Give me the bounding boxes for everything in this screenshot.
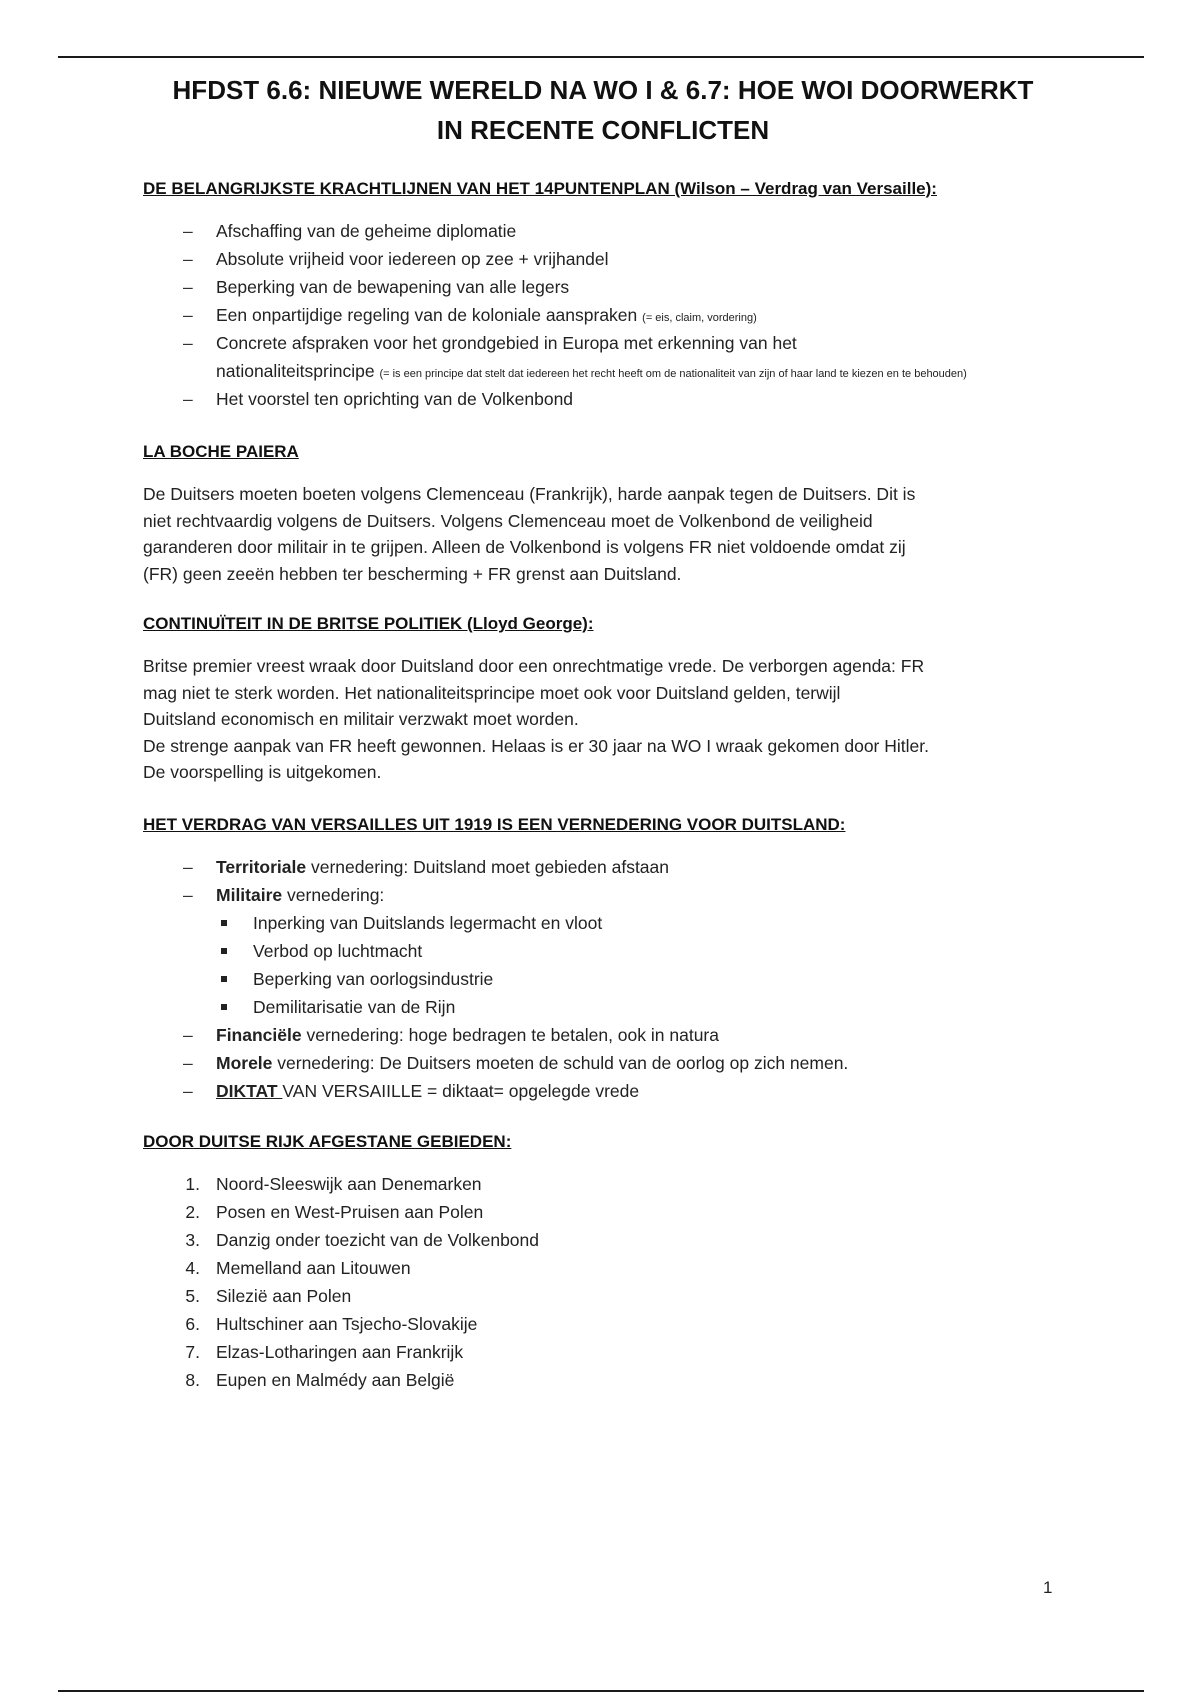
list-item	[143, 1049, 1063, 1077]
list-item-text: VAN VERSAIILLE = diktaat= opgelegde vrede	[282, 1080, 640, 1101]
page-content	[143, 70, 1063, 1394]
section-heading-ceded-territories: DOOR DUITSE RIJK AFGESTANE GEBIEDEN:	[143, 1131, 512, 1151]
list-item-text: vernedering: Duitsland moet gebieden afstaan	[306, 856, 670, 877]
text-line: mag niet te sterk worden. Het nationaliteitsprincipe moet ook voor Duitsland gelden, terwijl	[143, 682, 841, 703]
page-title-line1: HFDST 6.6: NIEUWE WERELD NA WO I & 6.7: HOE WOI DOORWERKT	[172, 75, 1034, 105]
list-number: 3.	[185, 1229, 200, 1250]
list-item	[143, 1170, 1063, 1198]
list-item-text: Concrete afspraken voor het grondgebied in Europa met erkenning van het	[216, 333, 797, 353]
text-line: Duitsland economisch en militair verzwakt moet worden.	[143, 709, 579, 729]
page-title-line2: IN RECENTE CONFLICTEN	[436, 115, 770, 145]
definition-note: (= eis, claim, vordering)	[642, 312, 757, 324]
section-heading-14-points: DE BELANGRIJKSTE KRACHTLIJNEN VAN HET 14PUNTENPLAN (Wilson – Verdrag van Versaille):	[143, 179, 937, 198]
list-number: 6.	[185, 1313, 200, 1334]
list-item-text: vernedering:	[282, 884, 385, 905]
list-number: 5.	[185, 1285, 200, 1306]
list-item-text: Danzig onder toezicht van de Volkenbond	[216, 1229, 540, 1250]
humiliation-list	[143, 853, 1063, 1105]
list-item-text: Een onpartijdige regeling van de koloniale aanspraken	[216, 305, 638, 325]
list-number: 2.	[185, 1201, 200, 1222]
paragraph-clemenceau	[143, 481, 1063, 587]
list-item	[143, 1077, 1063, 1105]
list-item: – Afschaffing van de geheime diplomatie	[143, 217, 1063, 245]
list-item	[143, 853, 1063, 881]
list-item: – Het voorstel ten oprichting van de Volkenbond	[143, 385, 1063, 413]
text-line: De strenge aanpak van FR heeft gewonnen. Helaas is er 30 jaar na WO I wraak gekomen door Hitler.	[143, 735, 929, 756]
list-number: 4.	[185, 1257, 200, 1278]
military-sub-list	[216, 909, 1063, 1021]
bottom-rule	[58, 1690, 1144, 1692]
definition-note: (= is een principe dat stelt dat iedereen het recht heeft om de nationaliteit van zijn of haar land te kiezen en te behouden)	[379, 368, 967, 380]
list-item	[143, 1021, 1063, 1049]
list-number: 8.	[185, 1369, 200, 1390]
fourteen-points-list	[143, 217, 1063, 413]
page-number: 1	[1043, 1578, 1053, 1597]
list-item	[143, 881, 1063, 1021]
list-item	[143, 301, 1063, 329]
section-heading-british-politics: CONTINUÏTEIT IN DE BRITSE POLITIEK (Lloyd George):	[143, 614, 594, 633]
top-rule	[58, 56, 1144, 58]
list-item-text: Silezië aan Polen	[216, 1285, 352, 1306]
list-item-text: Hultschiner aan Tsjecho-Slovakije	[216, 1313, 478, 1334]
list-item: – Absolute vrijheid voor iedereen op zee + vrijhandel	[143, 245, 1063, 273]
list-item	[143, 1310, 1063, 1338]
list-item-text: vernedering: hoge bedragen te betalen, ook in natura	[301, 1024, 719, 1045]
list-item	[143, 1226, 1063, 1254]
list-item	[143, 1366, 1063, 1394]
list-item-bold: Territoriale	[216, 856, 307, 877]
section-heading-versailles-treaty: HET VERDRAG VAN VERSAILLES UIT 1919 IS EEN VERNEDERING VOOR DUITSLAND:	[143, 814, 846, 834]
list-number: 1.	[185, 1173, 200, 1194]
list-item	[143, 1282, 1063, 1310]
list-item	[143, 329, 1063, 385]
sub-list-item: Beperking van oorlogsindustrie	[216, 965, 1063, 993]
list-item-bold: Morele	[216, 1052, 273, 1073]
list-item	[143, 1338, 1063, 1366]
sub-list-item: Inperking van Duitslands legermacht en vloot	[216, 909, 1063, 937]
list-item-bold: Militaire	[216, 884, 283, 905]
list-item	[143, 1198, 1063, 1226]
text-line: garanderen door militair in te grijpen. Alleen de Volkenbond is volgens FR niet voldoende omdat zij	[143, 537, 906, 557]
list-item-text: vernedering: De Duitsers moeten de schuld van de oorlog op zich nemen.	[272, 1052, 849, 1073]
list-item-text: Eupen en Malmédy aan België	[216, 1369, 455, 1390]
text-line: Britse premier vreest wraak door Duitsland door een onrechtmatige vrede. De verborgen agenda: FR	[143, 656, 925, 676]
list-item-text: Memelland aan Litouwen	[216, 1257, 411, 1278]
text-line: De voorspelling is uitgekomen.	[143, 762, 382, 782]
ceded-territories-list	[143, 1170, 1063, 1394]
list-item-bold-underlined: DIKTAT	[216, 1080, 283, 1101]
sub-list-item: Demilitarisatie van de Rijn	[216, 993, 1063, 1021]
text-line: niet rechtvaardig volgens de Duitsers. Volgens Clemenceau moet de Volkenbond de veiligheid	[143, 510, 873, 531]
list-item: – Beperking van de bewapening van alle legers	[143, 273, 1063, 301]
list-item-text: Posen en West-Pruisen aan Polen	[216, 1201, 484, 1222]
page-title	[143, 70, 1063, 150]
paragraph-lloyd-george	[143, 653, 1063, 786]
sub-list-item: Verbod op luchtmacht	[216, 937, 1063, 965]
text-line: De Duitsers moeten boeten volgens Clemenceau (Frankrijk), harde aanpak tegen de Duitsers. Dit is	[143, 484, 916, 504]
text-line: (FR) geen zeeën hebben ter bescherming + FR grenst aan Duitsland.	[143, 563, 682, 584]
list-item	[143, 1254, 1063, 1282]
list-item-text-continued: nationaliteitsprincipe	[216, 361, 375, 381]
list-item-bold: Financiële	[216, 1024, 302, 1045]
list-number: 7.	[185, 1341, 200, 1362]
section-heading-la-boche-paiera: LA BOCHE PAIERA	[143, 442, 299, 461]
list-item-text: Elzas-Lotharingen aan Frankrijk	[216, 1341, 464, 1362]
list-item-text: Noord-Sleeswijk aan Denemarken	[216, 1173, 482, 1194]
